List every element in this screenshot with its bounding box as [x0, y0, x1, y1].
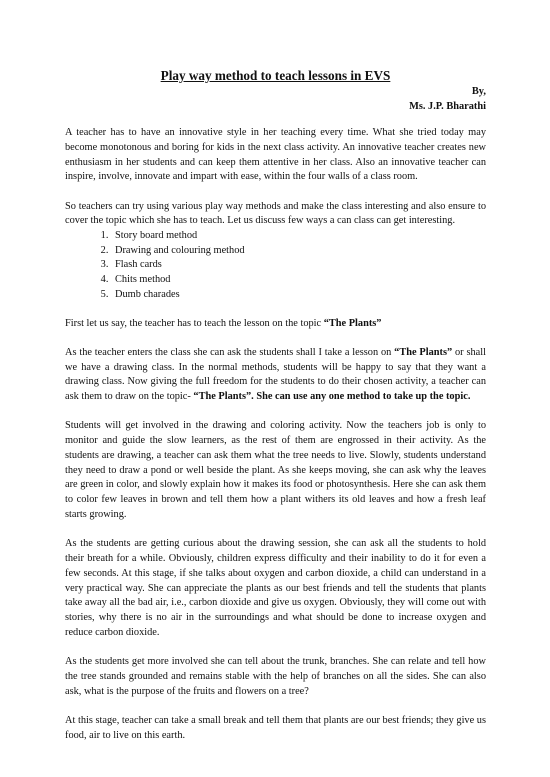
methods-list: [65, 229, 486, 302]
list-item: 1. Story board method: [111, 229, 486, 244]
list-item: 4. Chits method: [111, 273, 486, 288]
enter-class-text-c: or shall we have a drawing class. In the normal methods, students will be happy to say that they want a drawing class. Now giving the full freedom for the students to do their chosen activity, a teacher can ask them to draw on the topic-: [65, 346, 486, 403]
paragraph-break: At this stage, teacher can take a small break and tell them that plants are our best friends; they give us food, air to live on this earth.: [65, 715, 486, 741]
byline-by: By,: [471, 86, 486, 97]
paragraph-play-way: So teachers can try using various play way methods and make the class interesting and also ensure to cover the topic which she has to teach. Let us discuss few ways a can class can get interesting.: [65, 200, 486, 227]
paragraph-trunk: As the students get more involved she can tell about the trunk, branches. She can relate and tell how the tree stands grounded and remains stable with the help of branches on all the sides. She can also ask, what is the purpose of the fruits and flowers on a tree?: [65, 656, 486, 697]
list-item: 3. Flash cards: [111, 258, 486, 273]
list-item: 2. Drawing and colouring method: [111, 244, 486, 259]
enter-class-bold-b: “The Plants”: [394, 346, 453, 358]
paragraph-breath: As the students are getting curious about the drawing session, she can ask all the students to hold their breath for a while. Obviously, children express difficulty and their inability to do it for even a few seconds. At this stage, if she talks about oxygen and carbon dioxide, a child can understand in a very practical way. She can appreciate the plants as our best friends and tell the students that plants take away all the bad air, i.e., carbon dioxide and give us oxygen. Obviously, they will come out with stories, why there is no air in the surroundings and what should be done to increase oxygen and reduce carbon dioxide.: [65, 538, 486, 639]
topic-text: First let us say, the teacher has to teach the lesson on the topic: [65, 317, 324, 329]
list-item: 5. Dumb charades: [111, 288, 486, 303]
paragraph-drawing-activity: Students will get involved in the drawing and coloring activity. Now the teachers job is only to monitor and guide the slow learners, as the rest of them are engrossed in their activity. As the students are drawing, a teacher can ask them what the tree needs to live. Slowly, students understand they need to draw a pond or well beside the plant. As she keeps moving, she can ask why the leaves are green in color, and slowly explain how it makes its food or photosynthesis. Here she can ask them to color few leaves in brown and tell them how a plant withers its old leaves and how a fresh leaf starts growing.: [65, 420, 486, 521]
byline-author: Ms. J.P. Bharathi: [409, 101, 486, 112]
paragraph-intro: A teacher has to have an innovative style in her teaching every time. What she tried today may become monotonous and boring for kids in the next class activity. An innovative teacher creates new enthusiasm in her students and can keep them attentive in her class. Also an innovative teacher can inspire, involve, innovate and impart with ease, within the four walls of a class room.: [65, 127, 486, 183]
paragraph-enter-class: [65, 346, 486, 405]
document-title: Play way method to teach lessons in EVS: [160, 68, 391, 83]
topic-bold: “The Plants”: [323, 317, 382, 329]
enter-class-text-a: As the teacher enters the class she can ask the students shall I take a lesson on: [65, 346, 395, 358]
paragraph-topic: [65, 317, 486, 332]
enter-class-bold-d: “The Plants”. She can use any one method to take up the topic.: [193, 391, 471, 403]
